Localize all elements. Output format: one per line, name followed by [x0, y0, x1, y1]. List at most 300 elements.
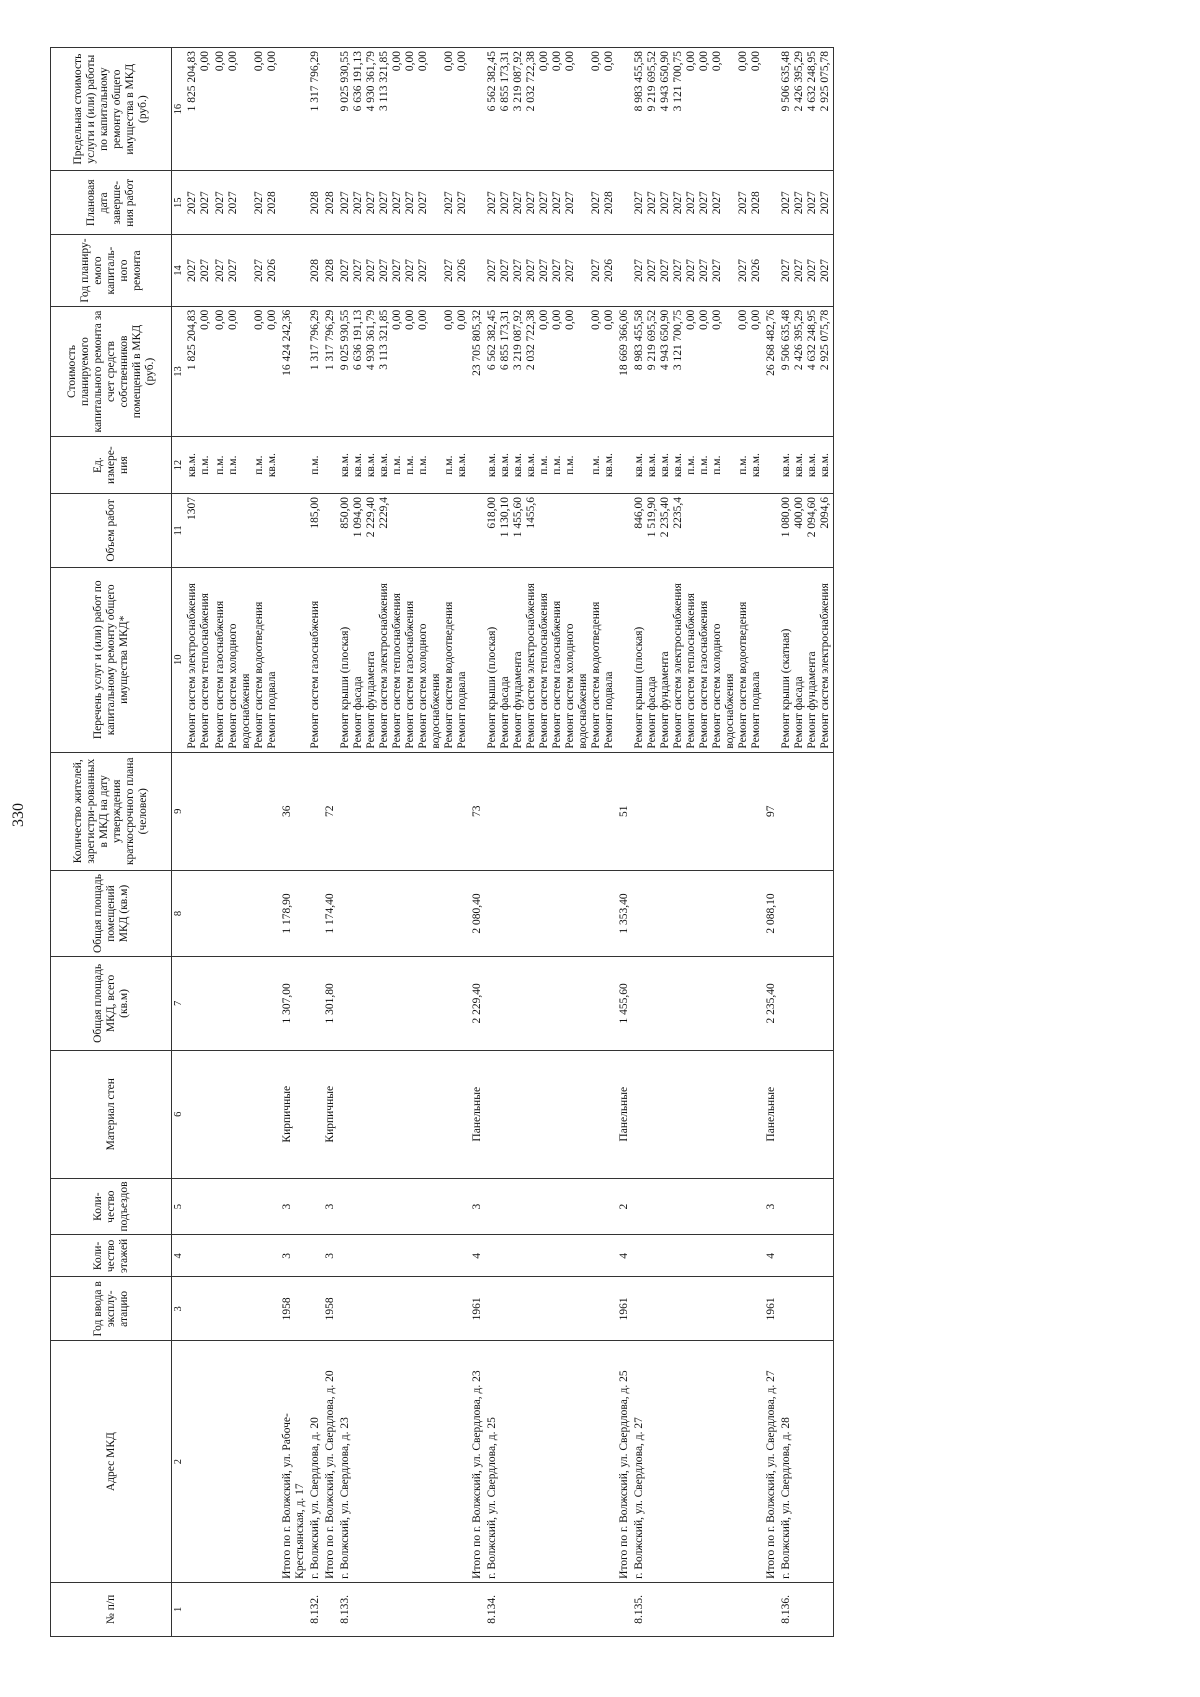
limit-line: 0,00	[214, 51, 226, 72]
cell-area-rooms: 1 178,90	[280, 870, 308, 956]
plan-year-line: 2027	[711, 259, 723, 283]
works-line: Ремонт систем водоотведения	[443, 601, 455, 749]
unit-line: п.м.	[538, 455, 550, 475]
cell-area-total	[779, 957, 834, 1051]
limit-line: 3 121 700,75	[672, 51, 684, 112]
cell-wall: Панельные	[764, 1050, 779, 1178]
unit-line: п.м.	[227, 455, 239, 475]
works-line: Ремонт подвала	[603, 671, 615, 749]
cost-line: 23 705 805,32	[471, 309, 483, 376]
cell-unit	[185, 437, 213, 494]
cell-entrances: 3	[470, 1178, 485, 1235]
cell-area-rooms	[485, 870, 617, 956]
cell-entrances	[213, 1178, 280, 1235]
cell-residents: 72	[323, 752, 338, 870]
cell-end-year	[764, 171, 779, 235]
table-row	[185, 48, 213, 1637]
plan-year-line: 2027	[404, 259, 416, 283]
cell-residents: 51	[617, 752, 632, 870]
cell-entrances	[632, 1178, 764, 1235]
cell-address: Итого по г. Волжский, ул. Свердлова, д. 25	[617, 1341, 632, 1582]
works-line: Ремонт фундамента	[659, 651, 671, 749]
cell-volume	[485, 493, 617, 567]
volume-line	[266, 497, 279, 564]
unit-line: кв.м.	[266, 453, 278, 478]
cell-entrances	[779, 1178, 834, 1235]
column-number: 11	[172, 493, 186, 567]
volume-line: 2 094,60	[806, 496, 818, 538]
cell-area-total	[632, 957, 764, 1051]
cell-limit	[338, 48, 470, 171]
cell-floors	[485, 1235, 617, 1277]
cell-no: 8.134.	[485, 1582, 617, 1636]
cell-year	[213, 1277, 280, 1341]
plan-year-line: 2027	[659, 259, 671, 283]
table-row	[213, 48, 280, 1637]
cell-no: 8.136.	[779, 1582, 834, 1636]
cost-line: 3 219 087,92	[512, 309, 524, 371]
works-line: Ремонт крыши (плоская)	[339, 626, 351, 749]
cost-line: 0,00	[199, 309, 211, 330]
cell-area-rooms: 1 174,40	[323, 870, 338, 956]
column-number: 4	[172, 1235, 186, 1277]
cell-end-year	[213, 171, 280, 235]
cost-line: 0,00	[404, 309, 416, 330]
column-number: 16	[172, 48, 186, 171]
cell-limit	[470, 48, 485, 171]
header-cell: Адрес МКД	[51, 1341, 172, 1582]
volume-line	[456, 497, 469, 564]
plan-year-line: 2026	[266, 259, 278, 283]
header-cell: Коли-чество этажей	[51, 1235, 172, 1277]
unit-line: кв.м.	[186, 453, 198, 478]
end-year-line: 2027	[564, 191, 576, 215]
limit-line: 0,00	[404, 51, 416, 72]
column-number: 3	[172, 1277, 186, 1341]
unit-line: кв.м.	[603, 453, 615, 478]
cost-line: 0,00	[538, 309, 550, 330]
volume-line: 846,00	[633, 496, 645, 529]
limit-line: 0,00	[538, 51, 550, 72]
works-line: Ремонт систем теплоснабжения	[199, 593, 211, 749]
cell-unit	[280, 437, 308, 494]
cell-area-total	[308, 957, 323, 1051]
header-cell: Коли-чество подъездов	[51, 1178, 172, 1235]
limit-line: 0,00	[443, 51, 455, 72]
limit-line: 9 025 930,55	[339, 51, 351, 112]
end-year-line: 2027	[646, 191, 658, 215]
column-number: 6	[172, 1050, 186, 1178]
volume-line: 2 235,40	[659, 496, 671, 538]
cell-floors	[213, 1235, 280, 1277]
limit-line: 0,00	[698, 51, 710, 72]
works-line: Ремонт систем газоснабжения	[309, 600, 321, 749]
limit-line: 0,00	[590, 51, 602, 72]
cell-address: г. Волжский, ул. Свердлова, д. 25	[485, 1341, 617, 1582]
end-year-line: 2027	[352, 191, 364, 215]
cell-works	[338, 567, 470, 752]
cell-no	[323, 1582, 338, 1636]
cell-works	[485, 567, 617, 752]
cell-address: Итого по г. Волжский, ул. Свердлова, д. 27	[764, 1341, 779, 1582]
works-line: Ремонт фасада	[793, 676, 805, 749]
cell-unit	[632, 437, 764, 494]
end-year-line: 2027	[590, 191, 602, 215]
works-line: Ремонт систем холодного водоснабжения	[564, 623, 589, 749]
header-cell: Перечень услуг и (или) работ по капитальному ремонту общего имущества МКД*	[51, 567, 172, 752]
cell-limit	[779, 48, 834, 171]
end-year-line: 2027	[525, 191, 537, 215]
plan-year-line: 2026	[750, 259, 762, 283]
cost-line: 16 424 242,36	[281, 309, 293, 376]
unit-line: п.м.	[199, 455, 211, 475]
cell-area-rooms	[632, 870, 764, 956]
cell-residents	[779, 752, 834, 870]
plan-year-line: 2027	[806, 259, 818, 283]
cost-line: 9 025 930,55	[339, 309, 351, 371]
end-year-line: 2027	[672, 191, 684, 215]
cost-line: 0,00	[564, 309, 576, 330]
cell-works	[470, 567, 485, 752]
end-year-line: 2027	[659, 191, 671, 215]
plan-year-line: 2027	[793, 259, 805, 283]
plan-year-line: 2027	[538, 259, 550, 283]
unit-line: кв.м.	[633, 453, 645, 478]
end-year-line: 2027	[417, 191, 429, 215]
cost-line: 0,00	[391, 309, 403, 330]
limit-line: 0,00	[417, 51, 429, 72]
cell-year	[338, 1277, 470, 1341]
cell-residents	[308, 752, 323, 870]
plan-year-line: 2027	[672, 259, 684, 283]
cell-volume	[338, 493, 470, 567]
unit-line: кв.м.	[352, 453, 364, 478]
cell-area-rooms	[213, 870, 280, 956]
cell-plan-year	[470, 235, 485, 306]
plan-year-line: 2028	[324, 259, 336, 283]
cell-plan-year	[213, 235, 280, 306]
plan-year-line: 2027	[590, 259, 602, 283]
header-cell: Год ввода в эксплу-атацию	[51, 1277, 172, 1341]
works-line: Ремонт подвала	[750, 671, 762, 749]
column-number: 13	[172, 306, 186, 437]
header-cell: Общая площадь МКД, всего (кв.м)	[51, 957, 172, 1051]
volume-line: 1 519,90	[646, 496, 658, 538]
volume-line	[443, 497, 456, 564]
table-row	[632, 48, 764, 1637]
cell-works	[308, 567, 323, 752]
cell-wall	[485, 1050, 617, 1178]
plan-year-line: 2027	[633, 259, 645, 283]
unit-line: кв.м.	[646, 453, 658, 478]
cell-end-year	[632, 171, 764, 235]
cost-line: 0,00	[737, 309, 749, 330]
limit-line: 2 925 075,78	[819, 51, 831, 112]
cost-line: 0,00	[253, 309, 265, 330]
cost-line: 0,00	[685, 309, 697, 330]
volume-line	[737, 497, 750, 564]
plan-year-line: 2027	[417, 259, 429, 283]
limit-line: 0,00	[737, 51, 749, 72]
plan-year-line: 2027	[199, 259, 211, 283]
cell-address: г. Волжский, ул. Свердлова, д. 28	[779, 1341, 834, 1582]
cell-end-year	[779, 171, 834, 235]
column-number: 2	[172, 1341, 186, 1582]
plan-year-line: 2027	[685, 259, 697, 283]
cell-limit	[617, 48, 632, 171]
cell-end-year	[617, 171, 632, 235]
end-year-line: 2027	[486, 191, 498, 215]
cost-line: 0,00	[750, 309, 762, 330]
works-line: Ремонт систем холодного водоснабжения	[711, 623, 736, 749]
end-year-line: 2027	[186, 191, 198, 215]
volume-line	[551, 497, 564, 564]
column-number: 8	[172, 870, 186, 956]
end-year-line: 2027	[633, 191, 645, 215]
cost-line: 9 219 695,52	[646, 309, 658, 371]
limit-line: 0,00	[199, 51, 211, 72]
end-year-line: 2027	[711, 191, 723, 215]
unit-line: кв.м.	[486, 453, 498, 478]
cell-end-year	[323, 171, 338, 235]
end-year-line: 2027	[780, 191, 792, 215]
cell-wall	[779, 1050, 834, 1178]
plan-year-line: 2027	[214, 259, 226, 283]
cell-end-year	[185, 171, 213, 235]
cell-cost	[338, 306, 470, 437]
limit-line: 1 317 796,29	[309, 51, 321, 112]
cell-plan-year	[280, 235, 308, 306]
cost-line: 0,00	[698, 309, 710, 330]
plan-year-line: 2027	[551, 259, 563, 283]
works-line: Ремонт подвала	[266, 671, 278, 749]
cell-no: 8.135.	[632, 1582, 764, 1636]
unit-line: кв.м.	[365, 453, 377, 478]
cost-line: 0,00	[551, 309, 563, 330]
volume-line: 1 080,00	[780, 496, 792, 538]
works-line: Ремонт систем электроснабжения	[186, 583, 198, 749]
works-line: Ремонт систем водоотведения	[737, 601, 749, 749]
plan-year-line: 2027	[391, 259, 403, 283]
plan-year-line: 2027	[564, 259, 576, 283]
unit-line: кв.м.	[819, 453, 831, 478]
cell-plan-year	[485, 235, 617, 306]
works-line: Ремонт фундамента	[365, 651, 377, 749]
cell-cost	[632, 306, 764, 437]
plan-year-line: 2027	[253, 259, 265, 283]
column-number: 14	[172, 235, 186, 306]
plan-year-line: 2027	[780, 259, 792, 283]
cost-line: 8 983 455,58	[633, 309, 645, 371]
unit-line: п.м.	[711, 455, 723, 475]
column-number: 10	[172, 567, 186, 752]
cell-area-rooms	[779, 870, 834, 956]
cell-cost	[485, 306, 617, 437]
works-line: Ремонт систем газоснабжения	[698, 600, 710, 749]
cell-limit	[308, 48, 323, 171]
cell-cost	[779, 306, 834, 437]
cell-plan-year	[632, 235, 764, 306]
unit-line: п.м.	[214, 455, 226, 475]
end-year-line: 2027	[806, 191, 818, 215]
cell-works	[280, 567, 308, 752]
header-cell: Объем работ	[51, 493, 172, 567]
column-number: 9	[172, 752, 186, 870]
limit-line: 2 032 722,38	[525, 51, 537, 112]
cell-end-year	[280, 171, 308, 235]
column-number: 15	[172, 171, 186, 235]
volume-line: 1307	[186, 496, 198, 520]
cell-works	[632, 567, 764, 752]
volume-line	[603, 497, 616, 564]
plan-year-line: 2027	[819, 259, 831, 283]
limit-line: 4 943 650,90	[659, 51, 671, 112]
plan-year-line: 2027	[486, 259, 498, 283]
cell-area-rooms	[338, 870, 470, 956]
cell-unit	[470, 437, 485, 494]
plan-year-line: 2027	[512, 259, 524, 283]
cell-area-total: 1 455,60	[617, 957, 632, 1051]
table-row	[485, 48, 617, 1637]
end-year-line: 2027	[339, 191, 351, 215]
table-row	[280, 48, 308, 1637]
cell-residents: 36	[280, 752, 308, 870]
cell-residents	[485, 752, 617, 870]
plan-year-line: 2027	[499, 259, 511, 283]
end-year-line: 2028	[324, 191, 336, 215]
cost-line: 0,00	[443, 309, 455, 330]
cost-line: 0,00	[456, 309, 468, 330]
cell-area-total: 1 307,00	[280, 957, 308, 1051]
cell-volume	[470, 493, 485, 567]
unit-line: п.м.	[564, 455, 576, 475]
volume-line	[391, 497, 404, 564]
cost-line: 4 632 248,95	[806, 309, 818, 371]
cell-entrances	[485, 1178, 617, 1235]
cost-line: 3 121 700,75	[672, 309, 684, 371]
limit-line: 0,00	[391, 51, 403, 72]
cell-unit	[213, 437, 280, 494]
cell-plan-year	[764, 235, 779, 306]
unit-line: п.м.	[253, 455, 265, 475]
cell-end-year	[338, 171, 470, 235]
cell-floors	[308, 1235, 323, 1277]
cell-end-year	[470, 171, 485, 235]
cell-floors: 3	[280, 1235, 308, 1277]
plan-year-line: 2027	[646, 259, 658, 283]
cell-volume	[779, 493, 834, 567]
cell-works	[764, 567, 779, 752]
cell-year	[185, 1277, 213, 1341]
plan-year-line: 2027	[352, 259, 364, 283]
cost-line: 0,00	[417, 309, 429, 330]
cell-residents	[213, 752, 280, 870]
cell-floors	[632, 1235, 764, 1277]
cell-no	[617, 1582, 632, 1636]
works-line: Ремонт систем газоснабжения	[551, 600, 563, 749]
header-cell: Количество жителей, зарегистри-рованных в МКД на дату утверждения краткосрочного плана (человек)	[51, 752, 172, 870]
cell-cost	[308, 306, 323, 437]
cell-floors: 4	[764, 1235, 779, 1277]
cell-works	[213, 567, 280, 752]
cell-volume	[764, 493, 779, 567]
cell-year	[632, 1277, 764, 1341]
table-row	[617, 48, 632, 1637]
cell-area-rooms: 1 353,40	[617, 870, 632, 956]
cell-residents	[338, 752, 470, 870]
cost-line: 9 506 635,48	[780, 309, 792, 371]
cost-line: 4 930 361,79	[365, 309, 377, 371]
cell-limit	[185, 48, 213, 171]
volume-line	[698, 497, 711, 564]
unit-line: п.м.	[685, 455, 697, 475]
limit-line: 0,00	[750, 51, 762, 72]
cell-entrances	[308, 1178, 323, 1235]
cost-line: 2 032 722,38	[525, 309, 537, 371]
cell-area-rooms: 2 088,10	[764, 870, 779, 956]
cell-no	[185, 1582, 213, 1636]
end-year-line: 2027	[378, 191, 390, 215]
cell-year: 1958	[280, 1277, 308, 1341]
cell-residents	[632, 752, 764, 870]
end-year-line: 2027	[199, 191, 211, 215]
header-cell: Общая площадь помещений МКД (кв.м)	[51, 870, 172, 956]
volume-line: 1455,6	[525, 496, 537, 529]
end-year-line: 2027	[698, 191, 710, 215]
cell-volume	[280, 493, 308, 567]
works-line: Ремонт систем электроснабжения	[672, 583, 684, 749]
table-row	[338, 48, 470, 1637]
volume-line	[199, 497, 212, 564]
cost-line: 0,00	[603, 309, 615, 330]
end-year-line: 2027	[456, 191, 468, 215]
unit-line: п.м.	[404, 455, 416, 475]
end-year-line: 2027	[551, 191, 563, 215]
volume-line	[564, 497, 590, 564]
limit-line: 0,00	[603, 51, 615, 72]
unit-line: п.м.	[417, 455, 429, 475]
unit-line: кв.м.	[525, 453, 537, 478]
limit-line: 0,00	[551, 51, 563, 72]
limit-line: 1 825 204,83	[186, 51, 198, 112]
cost-line: 6 562 382,45	[486, 309, 498, 371]
volume-line: 2 229,40	[365, 496, 377, 538]
end-year-line: 2027	[365, 191, 377, 215]
cell-cost	[617, 306, 632, 437]
end-year-line: 2027	[499, 191, 511, 215]
unit-line: кв.м.	[659, 453, 671, 478]
cell-entrances	[185, 1178, 213, 1235]
cell-cost	[213, 306, 280, 437]
volume-line	[253, 497, 266, 564]
volume-line: 618,00	[486, 496, 498, 529]
cell-address	[185, 1341, 213, 1582]
cell-cost	[185, 306, 213, 437]
cell-volume	[308, 493, 323, 567]
cell-volume	[617, 493, 632, 567]
works-line: Ремонт систем электроснабжения	[819, 583, 831, 749]
cost-line: 6 636 191,13	[352, 309, 364, 371]
works-line: Ремонт крыши (плоская)	[486, 626, 498, 749]
end-year-line: 2027	[685, 191, 697, 215]
cell-area-total: 2 235,40	[764, 957, 779, 1051]
cell-area-rooms	[308, 870, 323, 956]
table-row	[764, 48, 779, 1637]
unit-line: п.м.	[309, 455, 321, 475]
table-row	[323, 48, 338, 1637]
works-line: Ремонт фасада	[499, 676, 511, 749]
cell-area-total: 2 229,40	[470, 957, 485, 1051]
